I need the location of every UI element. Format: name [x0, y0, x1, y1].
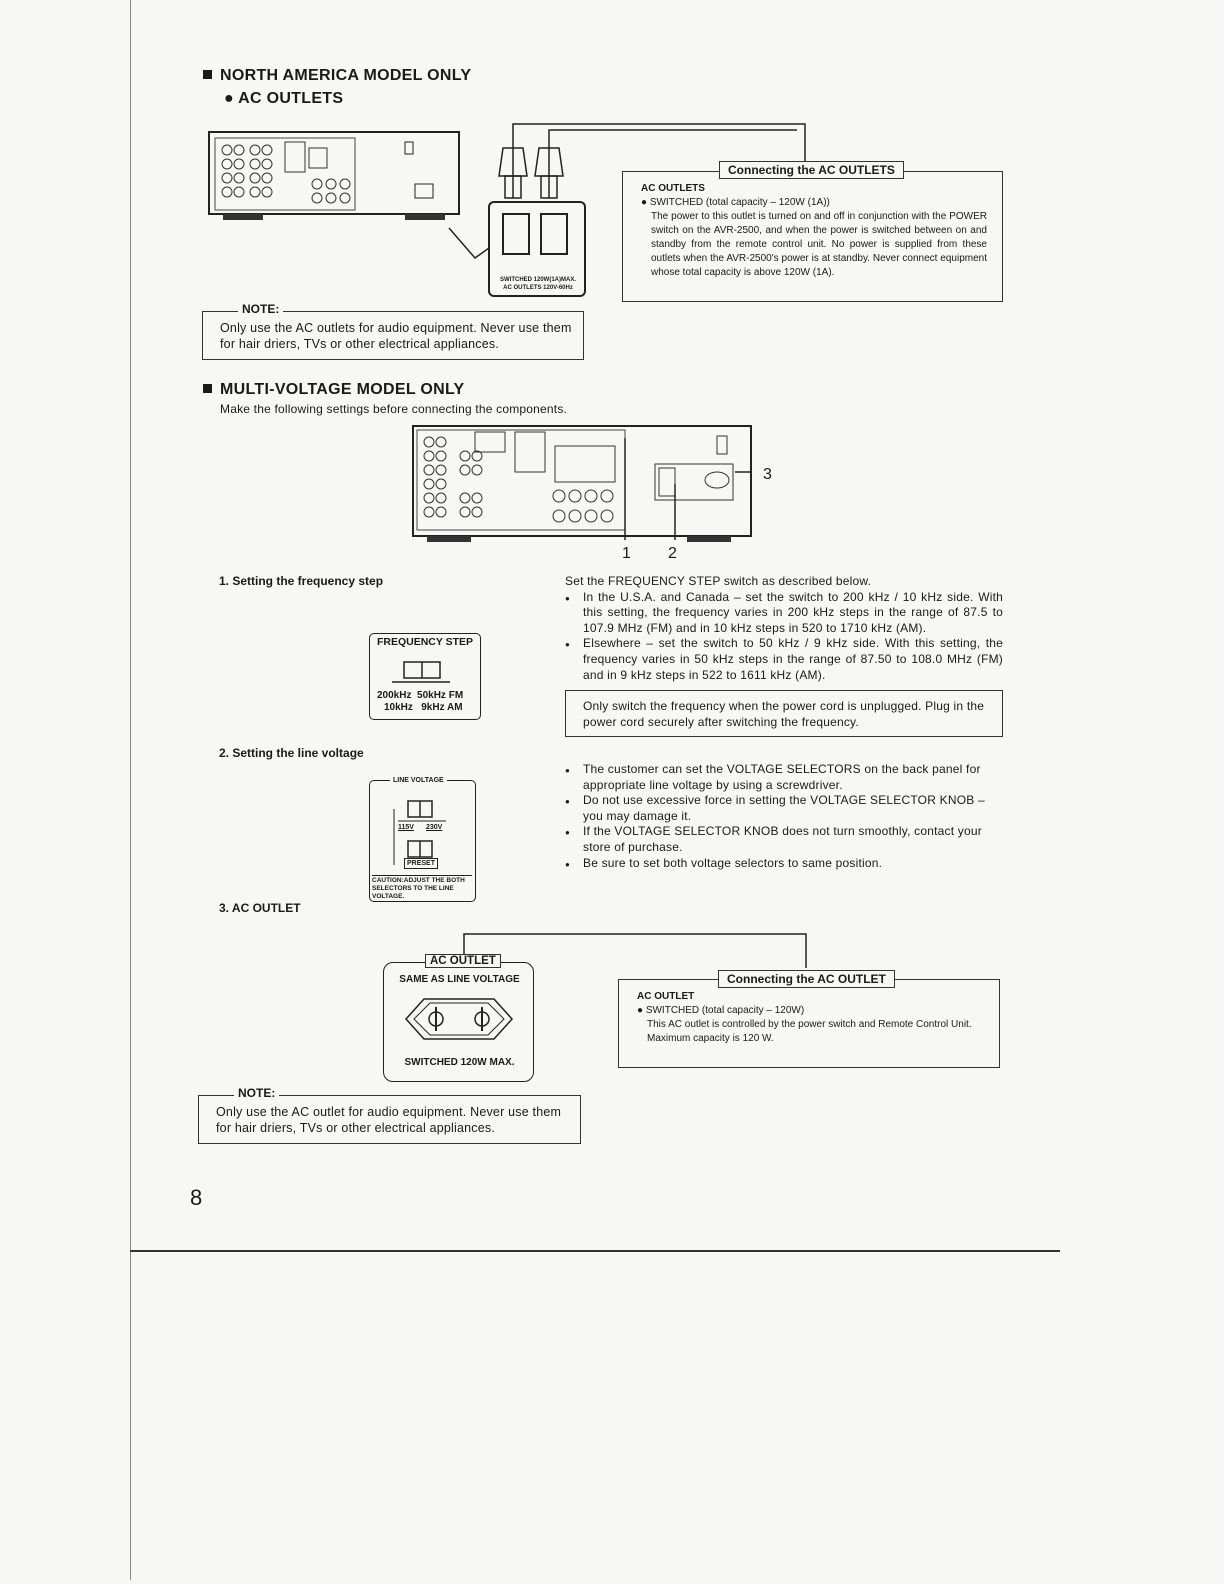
section-heading-multi-voltage: MULTI-VOLTAGE MODEL ONLY	[203, 381, 465, 399]
line-voltage-label: LINE VOLTAGE 115V 230V PRESET CAUTION:ADJUST THE BOTH SELECTORS TO THE LINE VOLTAGE.	[369, 780, 476, 902]
step2-title: 2. Setting the line voltage	[219, 746, 364, 760]
section-heading-north-america: NORTH AMERICA MODEL ONLY	[203, 67, 471, 85]
outlet-panel-label: SWITCHED 120W(1A)MAX. AC OUTLETS 120V-60Hz	[499, 277, 576, 291]
frequency-step-label: FREQUENCY STEP 200kHz 50kHz FM 10kHz 9kHz AM	[369, 633, 481, 720]
list-item: ● The customer can set the VOLTAGE SELECTORS on the back panel for appropriate line voltage by using a screwdriver.	[565, 762, 1003, 793]
callout-title-2: Connecting the AC OUTLET	[718, 970, 895, 988]
note-label: NOTE:	[238, 302, 283, 316]
callout-number-1: 1	[622, 545, 631, 562]
bottom-rule	[130, 1250, 1060, 1252]
list-item: ● If the VOLTAGE SELECTOR KNOB does not turn smoothly, contact your store of purchase.	[565, 824, 1003, 855]
frequency-switch-icon	[400, 660, 450, 686]
section-intro: Make the following settings before connecting the components.	[220, 402, 568, 416]
note-label-2: NOTE:	[234, 1086, 279, 1100]
outlet-socket-icon	[404, 995, 514, 1045]
frequency-note-text: Only switch the frequency when the power cord is unplugged. Plug in the power cord securely after switching the frequency.	[583, 699, 985, 729]
list-item: ● Be sure to set both voltage selectors to same position.	[565, 856, 1003, 872]
callout-body-2: AC OUTLET ● SWITCHED (total capacity – 120W) This AC outlet is controlled by the power switch and Remote Control Unit. Maximum capacity is 120 W.	[637, 991, 972, 1044]
step1-text: Set the FREQUENCY STEP switch as described below. ● In the U.S.A. and Canada – set the switch to 200 kHz / 10 kHz side. With this setting, the frequency varies in 200 kHz steps in the range of 87.5 to 107.9 MHz (FM) and in 10 kHz steps in 520 to 1710 kHz (AM). ● Elsewhere – set the switch to 50 kHz / 9 kHz side. With this setting, the frequency varies in 50 kHz steps in the range of 87.50 to 108.0 MHz (FM) and in 9 kHz steps in 522 to 1611 kHz (AM).	[565, 574, 1003, 683]
ac-outlet-label-title: AC OUTLET	[425, 954, 501, 968]
ac-outlet-label: SAME AS LINE VOLTAGE SWITCHED 120W MAX.	[383, 962, 534, 1082]
callout-title: Connecting the AC OUTLETS	[719, 161, 904, 179]
receiver-rear-panel-illustration	[205, 128, 465, 228]
page-number: 8	[190, 1185, 203, 1210]
step1-title: 1. Setting the frequency step	[219, 574, 384, 588]
left-margin-line	[130, 0, 131, 1580]
list-item: ● Elsewhere – set the switch to 50 kHz / 9 kHz side. With this setting, the frequency varies in 50 kHz steps in the range of 87.50 to 108.0 MHz (FM) and in 9 kHz steps in 522 to 1611 kHz (AM).	[565, 636, 1003, 683]
subheading-ac-outlets: ● AC OUTLETS	[224, 90, 344, 107]
list-item: ● Do not use excessive force in setting the VOLTAGE SELECTOR KNOB – you may damage it.	[565, 793, 1003, 824]
note-text-2: Only use the AC outlet for audio equipment. Never use them for hair driers, TVs or other electrical appliances.	[216, 1105, 562, 1135]
step2-text	[565, 762, 1003, 871]
receiver-rear-panel-multivoltage-illustration	[405, 422, 755, 552]
note-text: Only use the AC outlets for audio equipment. Never use them for hair driers, TVs or other electrical appliances.	[220, 321, 572, 351]
list-item: ● In the U.S.A. and Canada – set the switch to 200 kHz / 10 kHz side. With this setting, the frequency varies in 200 kHz steps in the range of 87.5 to 107.9 MHz (FM) and in 10 kHz steps in 520 to 1710 kHz (AM).	[565, 590, 1003, 637]
callout-number-2: 2	[668, 545, 677, 562]
step3-title: 3. AC OUTLET	[219, 901, 301, 915]
callout-body: AC OUTLETS ● SWITCHED (total capacity – 120W (1A)) The power to this outlet is turned on and off in conjunction with the POWER switch on the AVR-2500, and when the power is switched between on and standby from the remote control unit. No power is supplied from these outlets when the AVR-2500's power is at standby. Never connect equipment whose total capacity is above 120W (1A).	[641, 183, 987, 278]
callout-number-3: 3	[763, 466, 772, 483]
